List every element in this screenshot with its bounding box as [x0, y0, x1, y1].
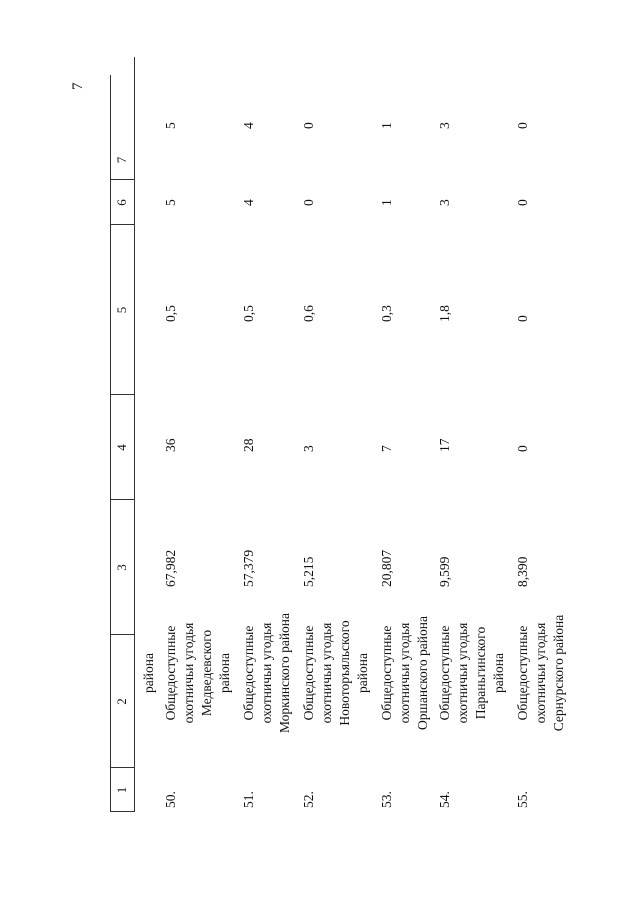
- header-col-3: 3: [114, 564, 129, 571]
- row-54-name-line-2: охотничьи угодья: [455, 622, 470, 724]
- header-col-7: 7: [114, 156, 129, 164]
- row-52-number: 52.: [301, 791, 316, 808]
- row-50-name-line-1: Общедоступные: [163, 625, 178, 721]
- header-col-2: 2: [114, 698, 129, 705]
- row-55-col-6: 0: [515, 199, 530, 206]
- header-col-5: 5: [114, 306, 129, 314]
- row-55-name-line-1: Общедоступные: [515, 625, 530, 721]
- row-54-col-6: 3: [437, 199, 452, 206]
- row-50-name-line-2: охотничьи угодья: [181, 622, 196, 724]
- row-55-number: 55.: [515, 791, 530, 808]
- row-51-name-line-3: Моркинского района: [277, 612, 292, 734]
- row-51-col-3: 57,379: [241, 549, 256, 587]
- row-52-name-line-4: района: [355, 653, 370, 693]
- row-52-col-5: 0,6: [301, 305, 316, 322]
- row-51-col-4: 28: [241, 438, 256, 452]
- row-54-col-7: 3: [437, 122, 452, 129]
- row-52-name-line-1: Общедоступные: [301, 625, 316, 721]
- row-50-col-5: 0,5: [163, 305, 178, 322]
- header-col-4: 4: [114, 444, 129, 451]
- row-50-col-6: 5: [163, 199, 178, 206]
- row-52-name-line-2: охотничьи угодья: [319, 622, 334, 724]
- row-51-number: 51.: [241, 791, 256, 808]
- table-header-bottom-border: [134, 57, 135, 812]
- row-54-col-5: 1,8: [437, 305, 452, 322]
- row-54-name-line-4: района: [491, 653, 506, 693]
- row-54-name-line-1: Общедоступные: [437, 625, 452, 721]
- row-55-name-line-3: Сернурского района: [551, 614, 566, 732]
- row-53-col-4: 7: [379, 445, 394, 452]
- header-col-6: 6: [114, 199, 129, 206]
- row-50-col-7: 5: [163, 122, 178, 129]
- row-53-col-5: 0,3: [379, 305, 394, 322]
- row-50-col-3: 67,982: [163, 549, 178, 587]
- row-52-name: [300, 609, 372, 737]
- row-52-name-line-3: Новоторъяльского: [337, 620, 352, 726]
- row-53-name-line-1: Общедоступные: [379, 625, 394, 721]
- row-52-col-7: 0: [301, 122, 316, 129]
- row-51-name-line-1: Общедоступные: [241, 625, 256, 721]
- row-53-col-3: 20,807: [379, 549, 394, 587]
- row-53-name-line-2: охотничьи угодья: [397, 622, 412, 724]
- row-55-name: [514, 609, 568, 737]
- row-50-name-line-3: Медведевского: [199, 629, 214, 717]
- row-53-name-line-3: Оршанского района: [415, 616, 430, 730]
- row-50-name-line-4: района: [217, 653, 232, 693]
- row-55-col-3: 8,390: [515, 556, 530, 587]
- row-51-col-5: 0,5: [241, 305, 256, 322]
- row-52-col-6: 0: [301, 199, 316, 206]
- row-50-col-4: 36: [163, 438, 178, 452]
- row-50-number: 50.: [163, 791, 178, 808]
- row-55-col-5: 0: [515, 315, 530, 322]
- row-51-col-7: 4: [241, 122, 256, 129]
- row-51-name-line-2: охотничьи угодья: [259, 622, 274, 724]
- row-52-col-4: 3: [301, 445, 316, 452]
- row-54-col-3: 9,599: [437, 556, 452, 587]
- row-55-name-line-2: охотничьи угодья: [533, 622, 548, 724]
- row-54-number: 54.: [437, 791, 452, 808]
- row-53-name: [378, 609, 432, 737]
- page-number: 7: [70, 82, 86, 90]
- row-54-col-4: 17: [437, 438, 452, 452]
- row-52-col-3: 5,215: [301, 556, 316, 587]
- row-54-name-line-3: Параньгинского: [473, 626, 488, 720]
- row-53-col-6: 1: [379, 199, 394, 206]
- row-51-name: [240, 609, 294, 737]
- row-53-number: 53.: [379, 791, 394, 808]
- row-53-col-7: 1: [379, 122, 394, 129]
- row-50-name: [162, 609, 234, 737]
- continuation-text: района: [141, 653, 156, 693]
- row-54-name: [436, 609, 508, 737]
- row-55-col-7: 0: [515, 122, 530, 129]
- row-55-col-4: 0: [515, 445, 530, 452]
- header-col-1: 1: [114, 786, 129, 794]
- row-51-col-6: 4: [241, 199, 256, 206]
